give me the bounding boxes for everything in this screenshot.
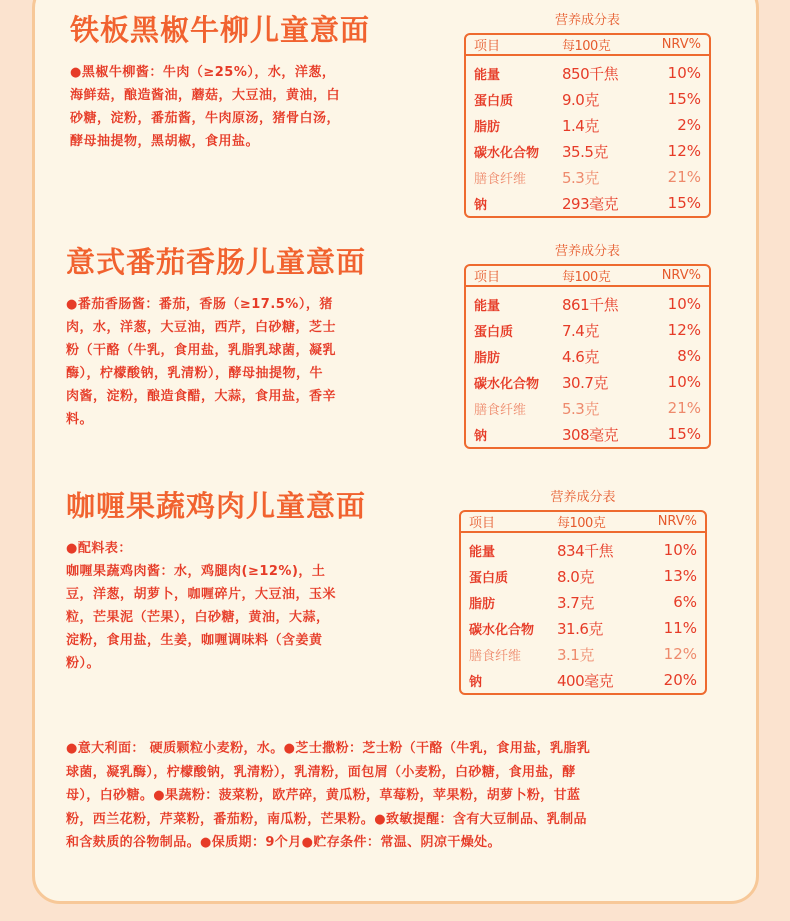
- footer-line: 球菌，凝乳酶），柠檬酸钠，乳清粉），乳清粉，面包屑（小麦粉，白砂糖，食用盐，酵: [66, 764, 576, 780]
- product-1: [70, 8, 420, 153]
- nutrient-value: 850千焦: [562, 64, 619, 83]
- nutrition-row: [474, 86, 701, 112]
- nutrient-name: 蛋白质: [474, 93, 514, 109]
- nutrient-value: 5.3克: [562, 168, 599, 187]
- nutrition-row: [474, 343, 701, 369]
- nutrient-name: 能量: [474, 298, 501, 314]
- nutrient-nrv: 13%: [663, 567, 697, 585]
- nutrient-value: 3.1克: [557, 645, 594, 664]
- ingredient-line: 酵母抽提物，黑胡椒，食用盐。: [70, 134, 260, 149]
- nutrient-nrv: 12%: [667, 142, 701, 160]
- product-title: 意式番茄香肠儿童意面: [66, 245, 367, 279]
- nutrient-value: 3.7克: [557, 593, 594, 612]
- nutrient-nrv: 15%: [667, 425, 701, 443]
- product-2: [66, 240, 416, 431]
- nutrient-name: 蛋白质: [469, 570, 509, 586]
- nutrient-value: 5.3克: [562, 399, 599, 418]
- nutrition-table-box: [464, 264, 711, 449]
- nutrient-nrv: 12%: [663, 645, 697, 663]
- nutrient-name: 碳水化合物: [469, 622, 535, 638]
- nutrition-row: [469, 615, 697, 641]
- ingredient-line: 粉）。: [66, 656, 101, 671]
- nutrient-name: 脂肪: [474, 350, 501, 366]
- nutrient-value: 30.7克: [562, 373, 608, 392]
- nutrient-value: 9.0克: [562, 90, 599, 109]
- nutrient-name: 蛋白质: [474, 324, 514, 340]
- nutrient-value: 308毫克: [562, 425, 619, 444]
- ingredient-line: ●黑椒牛柳酱：牛肉（≥25%），水，洋葱，: [70, 65, 336, 80]
- nutrient-name: 钠: [474, 428, 488, 444]
- nutrient-value: 7.4克: [562, 321, 599, 340]
- nutrition-row: [469, 589, 697, 615]
- ingredient-line: 豆，洋葱，胡萝卜，咖喱碎片，大豆油，玉米: [66, 587, 337, 602]
- nutrition-table-title: 营养成分表: [550, 490, 616, 505]
- nutrition-table-box: [459, 510, 707, 695]
- nutrient-name: 膳食纤维: [474, 171, 527, 187]
- nutrient-value: 861千焦: [562, 295, 619, 314]
- ingredient-line: 咖喱果蔬鸡肉酱：水，鸡腿肉(≥12%)，土: [66, 564, 326, 579]
- nutrient-name: 钠: [469, 674, 483, 690]
- ingredient-list: [66, 293, 416, 431]
- nutrition-row: [474, 291, 701, 317]
- nutrient-nrv: 12%: [667, 321, 701, 339]
- header-item: 项目: [469, 516, 496, 531]
- nutrition-row: [474, 369, 701, 395]
- header-nrv: NRV%: [661, 37, 701, 52]
- ingredient-list: [66, 537, 416, 675]
- ingredient-line: 酶），柠檬酸钠，乳清粉），酵母抽提物，牛: [66, 366, 324, 381]
- nutrition-row: [474, 317, 701, 343]
- ingredient-line: 肉酱，淀粉，酿造食醋，大蒜，食用盐，香辛: [66, 389, 337, 404]
- nutrition-header-row: [466, 35, 709, 56]
- nutrient-name: 脂肪: [474, 119, 501, 135]
- nutrient-nrv: 8%: [677, 347, 701, 365]
- nutrient-nrv: 10%: [663, 541, 697, 559]
- nutrient-name: 膳食纤维: [469, 648, 522, 664]
- ingredient-line: 海鲜菇，酿造酱油，蘑菇，大豆油，黄油，白: [70, 88, 341, 103]
- ingredient-line: 淀粉，食用盐，生姜，咖喱调味料（含姜黄: [66, 633, 323, 648]
- footer-line: 母），白砂糖。●果蔬粉：菠菜粉，欧芹碎，黄瓜粉，草莓粉，苹果粉，胡萝卜粉，甘蓝: [66, 788, 581, 803]
- nutrient-nrv: 15%: [667, 90, 701, 108]
- header-item: 项目: [474, 270, 501, 285]
- footer-line: 粉，西兰花粉，芹菜粉，番茄粉，南瓜粉，芒果粉。●致敏提醒：含有大豆制品、乳制品: [66, 811, 587, 827]
- ingredient-line: ●番茄香肠酱：番茄，香肠（≥17.5%），猪: [66, 297, 333, 312]
- header-item: 项目: [474, 39, 501, 54]
- nutrient-name: 脂肪: [469, 596, 496, 612]
- nutrient-nrv: 21%: [667, 399, 701, 417]
- footer-line: 和含麸质的谷物制品。●保质期：9个月●贮存条件：常温、阴凉干燥处。: [66, 835, 501, 850]
- product-title: 咖喱果蔬鸡肉儿童意面: [66, 489, 367, 523]
- nutrition-table-2: [464, 240, 711, 449]
- header-per: 每100克: [562, 39, 611, 54]
- nutrition-row: [474, 164, 701, 190]
- nutrient-nrv: 21%: [667, 168, 701, 186]
- nutrient-nrv: 10%: [667, 373, 701, 391]
- product-3: [66, 484, 416, 675]
- ingredient-line: 料。: [66, 412, 94, 427]
- nutrient-nrv: 10%: [667, 295, 701, 313]
- nutrition-table-title: 营养成分表: [554, 13, 620, 28]
- nutrient-nrv: 15%: [667, 194, 701, 212]
- nutrition-row: [474, 190, 701, 216]
- nutrition-row: [469, 563, 697, 589]
- ingredient-line: 粒，芒果泥（芒果），白砂糖，黄油，大蒜，: [66, 610, 330, 625]
- nutrient-name: 膳食纤维: [474, 402, 527, 418]
- nutrition-row: [474, 421, 701, 447]
- nutrition-row: [474, 395, 701, 421]
- nutrient-name: 能量: [474, 67, 501, 83]
- nutrition-table-3: [459, 486, 707, 695]
- header-per: 每100克: [562, 270, 611, 285]
- product-title: 铁板黑椒牛柳儿童意面: [70, 13, 371, 47]
- nutrition-row: [469, 537, 697, 563]
- nutrient-value: 293毫克: [562, 194, 619, 213]
- nutrition-row: [474, 60, 701, 86]
- nutrition-row: [469, 667, 697, 693]
- ingredient-line: ●配料表：: [66, 541, 132, 556]
- nutrient-name: 碳水化合物: [474, 145, 540, 161]
- nutrient-name: 能量: [469, 544, 496, 560]
- nutrient-value: 400毫克: [557, 671, 614, 690]
- nutrient-nrv: 11%: [663, 619, 697, 637]
- nutrient-value: 35.5克: [562, 142, 608, 161]
- nutrition-header-row: [461, 512, 705, 533]
- footer-line: ●意大利面： 硬质颗粒小麦粉，水。●芝士撒粉：芝士粉（干酪（牛乳，食用盐，乳脂乳: [66, 741, 591, 756]
- header-per: 每100克: [557, 516, 606, 531]
- shared-ingredients-footer: [66, 737, 728, 855]
- nutrition-row: [474, 138, 701, 164]
- nutrition-table-1: [464, 9, 711, 218]
- nutrition-row: [474, 112, 701, 138]
- nutrient-value: 834千焦: [557, 541, 614, 560]
- nutrient-nrv: 20%: [663, 671, 697, 689]
- nutrient-nrv: 10%: [667, 64, 701, 82]
- nutrient-nrv: 2%: [677, 116, 701, 134]
- nutrient-value: 4.6克: [562, 347, 599, 366]
- nutrient-value: 31.6克: [557, 619, 603, 638]
- nutrient-value: 8.0克: [557, 567, 594, 586]
- nutrition-header-row: [466, 266, 709, 287]
- nutrition-table-title: 营养成分表: [554, 244, 620, 259]
- nutrition-row: [469, 641, 697, 667]
- nutrient-name: 钠: [474, 197, 488, 213]
- nutrient-name: 碳水化合物: [474, 376, 540, 392]
- ingredient-list: [70, 61, 420, 153]
- header-nrv: NRV%: [661, 268, 701, 283]
- header-nrv: NRV%: [657, 514, 697, 529]
- ingredient-line: 粉（干酪（牛乳，食用盐，乳脂乳球菌，凝乳: [66, 343, 337, 358]
- ingredient-line: 砂糖，淀粉，番茄酱，牛肉原汤，猪骨白汤，: [70, 111, 341, 126]
- nutrient-value: 1.4克: [562, 116, 599, 135]
- nutrition-table-box: [464, 33, 711, 218]
- ingredient-line: 肉，水，洋葱，大豆油，西芹，白砂糖，芝士: [66, 320, 337, 335]
- nutrient-nrv: 6%: [673, 593, 697, 611]
